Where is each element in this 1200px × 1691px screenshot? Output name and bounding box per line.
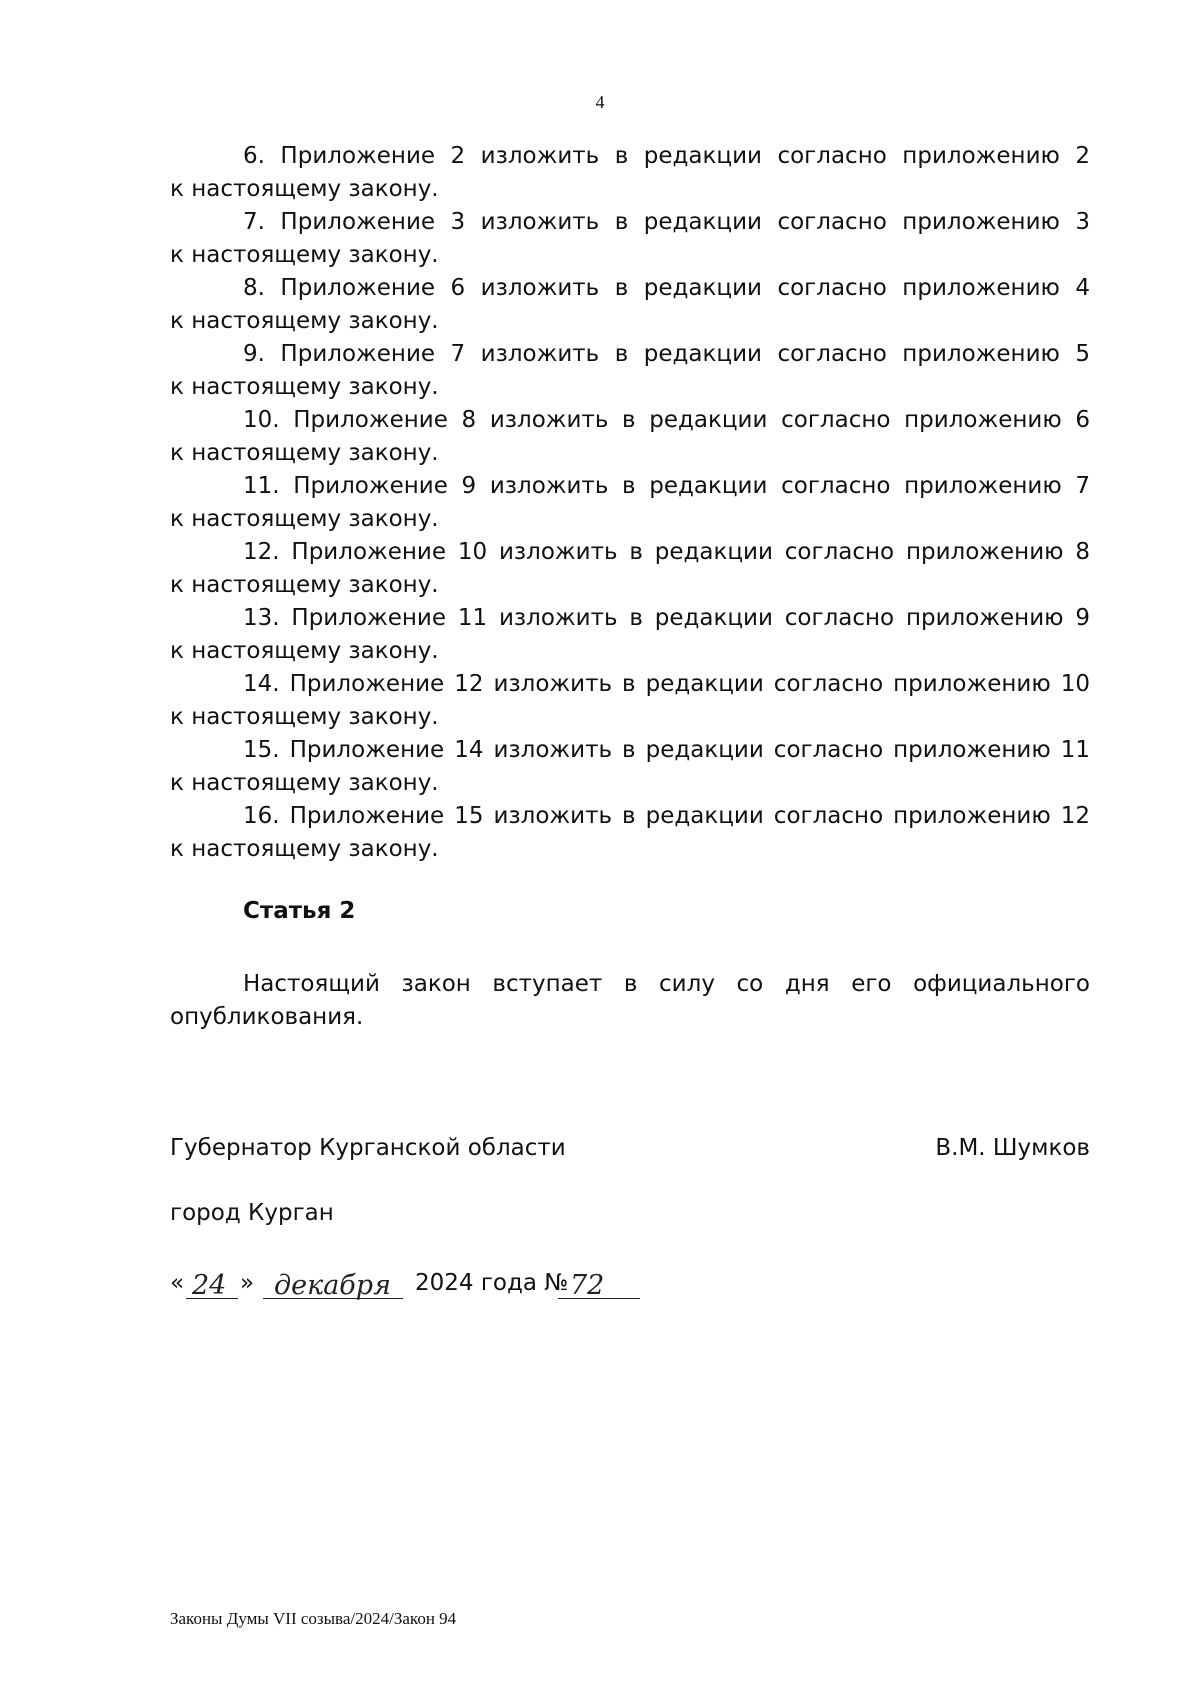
article-text-line: Настоящий закон вступает в силу со дня его официального bbox=[243, 971, 1090, 997]
article-text bbox=[170, 968, 1090, 1034]
list-item-text: 7. Приложение 3 изложить в редакции согласно приложению 3 bbox=[243, 209, 1090, 235]
handwritten-day: 24 bbox=[192, 1270, 227, 1301]
list-item-text: 11. Приложение 9 изложить в редакции согласно приложению 7 bbox=[243, 473, 1090, 499]
list-item bbox=[170, 470, 1090, 536]
list-item bbox=[170, 338, 1090, 404]
signatory-name: В.М. Шумков bbox=[935, 1135, 1090, 1161]
list-item-continuation: к настоящему закону. bbox=[170, 638, 439, 664]
list-item-continuation: к настоящему закону. bbox=[170, 242, 439, 268]
list-item bbox=[170, 800, 1090, 866]
date-year-and-number-label: 2024 года № bbox=[415, 1270, 569, 1296]
list-item-continuation: к настоящему закону. bbox=[170, 704, 439, 730]
list-item-text: 8. Приложение 6 изложить в редакции согласно приложению 4 bbox=[243, 275, 1090, 301]
article-text-continuation: опубликования. bbox=[170, 1004, 364, 1030]
list-item bbox=[170, 602, 1090, 668]
list-item-continuation: к настоящему закону. bbox=[170, 836, 439, 862]
list-item-continuation: к настоящему закону. bbox=[170, 506, 439, 532]
list-item-continuation: к настоящему закону. bbox=[170, 440, 439, 466]
list-item-text: 14. Приложение 12 изложить в редакции согласно приложению 10 bbox=[243, 671, 1090, 697]
list-item-continuation: к настоящему закону. bbox=[170, 572, 439, 598]
city-line: город Курган bbox=[170, 1200, 334, 1226]
list-item-text: 16. Приложение 15 изложить в редакции согласно приложению 12 bbox=[243, 803, 1090, 829]
date-line bbox=[170, 1262, 790, 1302]
handwritten-number: 72 bbox=[570, 1270, 605, 1301]
list-item-text: 13. Приложение 11 изложить в редакции согласно приложению 9 bbox=[243, 605, 1090, 631]
amendments-list bbox=[170, 140, 1090, 866]
date-open-quote: « bbox=[170, 1270, 185, 1296]
footer-reference: Законы Думы VII созыва/2024/Закон 94 bbox=[170, 1609, 457, 1628]
handwritten-month: декабря bbox=[274, 1270, 391, 1301]
list-item bbox=[170, 536, 1090, 602]
signature-block bbox=[170, 1135, 1090, 1161]
list-item bbox=[170, 206, 1090, 272]
list-item-continuation: к настоящему закону. bbox=[170, 770, 439, 796]
list-item-text: 9. Приложение 7 изложить в редакции согласно приложению 5 bbox=[243, 341, 1090, 367]
list-item-text: 6. Приложение 2 изложить в редакции согласно приложению 2 bbox=[243, 143, 1090, 169]
page-number: 4 bbox=[595, 92, 605, 112]
list-item-text: 12. Приложение 10 изложить в редакции согласно приложению 8 bbox=[243, 539, 1090, 565]
list-item-text: 15. Приложение 14 изложить в редакции согласно приложению 11 bbox=[243, 737, 1090, 763]
list-item bbox=[170, 404, 1090, 470]
list-item bbox=[170, 668, 1090, 734]
list-item-continuation: к настоящему закону. bbox=[170, 308, 439, 334]
list-item bbox=[170, 272, 1090, 338]
signatory-position: Губернатор Курганской области bbox=[170, 1135, 566, 1161]
list-item bbox=[170, 140, 1090, 206]
article-heading: Статья 2 bbox=[243, 898, 356, 924]
list-item bbox=[170, 734, 1090, 800]
list-item-continuation: к настоящему закону. bbox=[170, 176, 439, 202]
list-item-text: 10. Приложение 8 изложить в редакции согласно приложению 6 bbox=[243, 407, 1090, 433]
date-close-quote: » bbox=[240, 1270, 255, 1296]
list-item-continuation: к настоящему закону. bbox=[170, 374, 439, 400]
